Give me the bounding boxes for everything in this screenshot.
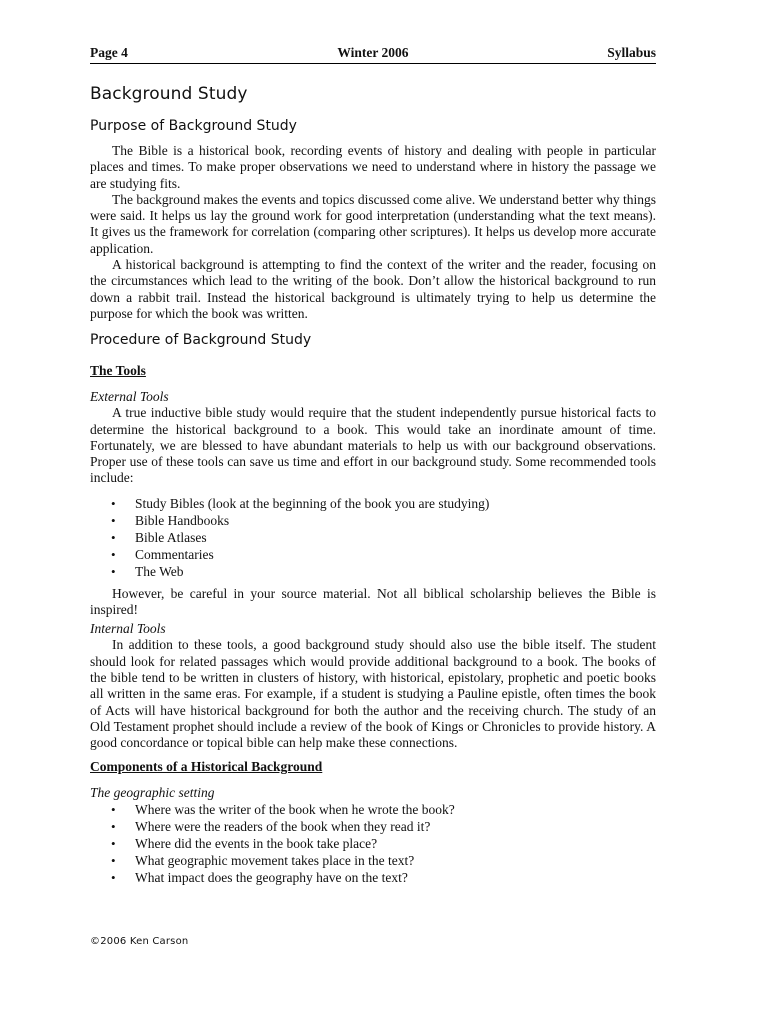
list-item: • Commentaries bbox=[135, 546, 656, 563]
list-item: • Study Bibles (look at the beginning of the book you are studying) bbox=[135, 495, 656, 512]
internal-tools-heading: Internal Tools bbox=[90, 621, 166, 637]
geographic-setting-list bbox=[90, 801, 656, 886]
list-item: • Where was the writer of the book when he wrote the book? bbox=[135, 801, 656, 818]
list-item: • Where were the readers of the book when they read it? bbox=[135, 818, 656, 835]
purpose-heading: Purpose of Background Study bbox=[90, 118, 297, 134]
external-tools-list bbox=[90, 495, 656, 580]
list-item: • Bible Atlases bbox=[135, 529, 656, 546]
list-item: • What impact does the geography have on the text? bbox=[135, 869, 656, 886]
purpose-paragraph-1: The Bible is a historical book, recording events of history and dealing with people in particular places and times. To make proper observations we need to understand where in history the passage we are studying fits. bbox=[90, 143, 656, 191]
external-tools-caution: However, be careful in your source material. Not all biblical scholarship believes the Bible is inspired! bbox=[90, 585, 656, 618]
geographic-setting-heading: The geographic setting bbox=[90, 785, 215, 801]
list-item: • The Web bbox=[135, 563, 656, 580]
external-tools-paragraph: A true inductive bible study would require that the student independently pursue historical facts to determine the historical background to a book. This would take an inordinate amount of time. Fortunately, we are blessed to have abundant materials to help us with our background observations. Proper use of these tools can save us time and effort in our background study. Some recommended tools include: bbox=[90, 405, 656, 486]
purpose-paragraph-2: The background makes the events and topics discussed come alive. We understand better why things were said. It helps us lay the ground work for good interpretation (understanding what the text means). It gives us the framework for correlation (comparing other scriptures). It helps us develop more accurate application. bbox=[90, 191, 656, 256]
purpose-paragraph-3: A historical background is attempting to find the context of the writer and the reader, focusing on the circumstances which lead to the writing of the book. Don’t allow the historical background to run down a rabbit trail. Instead the historical background is ultimately trying to help us determine the purpose for which the book was written. bbox=[90, 257, 656, 321]
tools-heading: The Tools bbox=[90, 363, 146, 379]
list-item: • Bible Handbooks bbox=[135, 512, 656, 529]
internal-tools-paragraph: In addition to these tools, a good background study should also use the bible itself. The student should look for related passages which would provide additional background to a book. The books of the bible tend to be written in clusters of history, with historical, epistolary, prophetic and poetic books all written in the same eras. For example, if a student is studying a Pauline epistle, often times the book of Acts will have historical background for both the author and the receiving church. The study of an Old Testament prophet should include a review of the book of Kings or Chronicles to provide history. A good concordance or topical bible can help make these connections. bbox=[90, 637, 656, 751]
header-term: Winter 2006 bbox=[337, 45, 409, 60]
external-tools-heading: External Tools bbox=[90, 389, 169, 405]
procedure-heading: Procedure of Background Study bbox=[90, 332, 312, 349]
list-item: • What geographic movement takes place in the text? bbox=[135, 852, 656, 869]
page-header bbox=[90, 45, 656, 64]
header-doc-type: Syllabus bbox=[607, 45, 656, 60]
header-page-number: Page 4 bbox=[90, 45, 128, 60]
page-title: Background Study bbox=[90, 84, 248, 104]
list-item: • Where did the events in the book take place? bbox=[135, 835, 656, 852]
page-content bbox=[90, 80, 656, 886]
page-footer-copyright: ©2006 Ken Carson bbox=[90, 936, 189, 947]
components-heading: Components of a Historical Background bbox=[90, 759, 323, 775]
